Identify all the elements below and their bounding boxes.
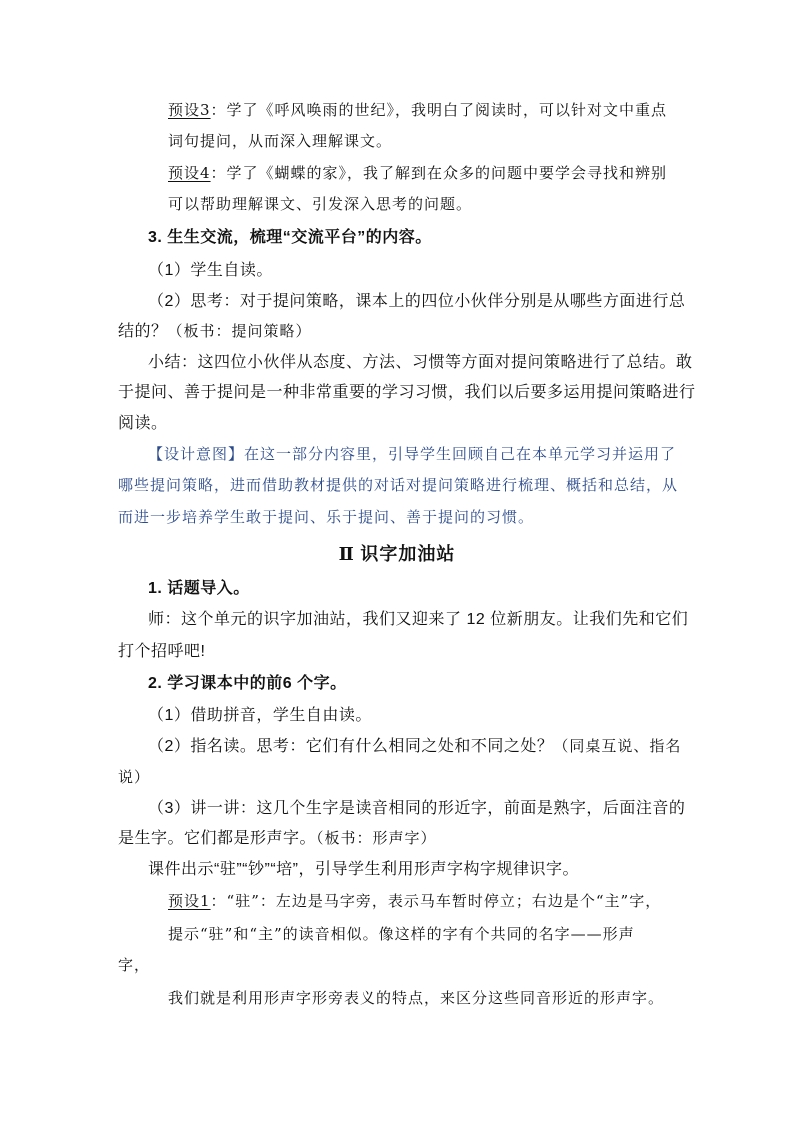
- preset3-line1: [168, 103, 667, 118]
- item2-line2-a: 结的？: [118, 323, 168, 340]
- sub2-line1-a: （2）指名读。思考：它们有什么相同之处和不同之处？: [148, 738, 554, 755]
- sub1-text: （1）借助拼音，学生自由读。: [148, 707, 372, 724]
- design-intent-line1: 【设计意图】在这一部分内容里，引导学生回顾自己在本单元学习并运用了: [148, 445, 677, 463]
- preset1-line3: 字，: [118, 956, 151, 974]
- sub2-line1: [148, 739, 681, 755]
- preset4-text: ：学了《蝴蝶的家》，我了解到在众多的问题中要学会寻找和辨别: [210, 164, 668, 182]
- item2-line2: [118, 324, 312, 340]
- preset1-line1: [168, 894, 661, 909]
- summary-line2: 于提问、善于提问是一种非常重要的学习习惯，我们以后要多运用提问策略进行: [118, 384, 696, 401]
- teacher-line1: 师：这个单元的识字加油站，我们又迎来了 12 位新朋友。让我们先和它们: [148, 611, 689, 628]
- preset4-line1: [168, 166, 667, 181]
- preset3-label: 预设3: [168, 101, 211, 119]
- teacher-line2: 打个招呼吧!: [118, 643, 206, 660]
- step3-heading: 3. 生生交流，梳理“交流平台”的内容。: [148, 229, 432, 246]
- summary-line1: 小结：这四位小伙伴从态度、方法、习惯等方面对提问策略进行了总结。敢: [148, 354, 693, 371]
- preset4-line2: 可以帮助理解课文、引发深入思考的问题。: [168, 195, 473, 213]
- preset3-text: ：学了《呼风唤雨的世纪》，我明白了阅读时，可以针对文中重点: [210, 101, 668, 119]
- section-title: Ⅱ 识字加油站: [338, 544, 456, 564]
- item1-text: （1）学生自读。: [148, 262, 273, 279]
- sub2-line2: 说）: [118, 768, 151, 786]
- design-intent-line3: 而进一步培养学生敢于提问、乐于提问、善于提问的习惯。: [118, 508, 535, 526]
- sub2-note: （同桌互说、指名: [553, 737, 682, 755]
- design-intent-line2: 哪些提问策略，进而借助教材提供的对话对提问策略进行梳理、概括和总结，从: [118, 476, 679, 494]
- blackboard-note-2: （板书：形声字）: [316, 829, 437, 847]
- summary-line3: 阅读。: [118, 415, 168, 432]
- preset4-label: 预设4: [168, 164, 211, 182]
- preset3-line2: 词句提问，从而深入理解课文。: [168, 132, 393, 150]
- courseware-text: 课件出示“驻”“钞”“培”，引导学生利用形声字构字规律识字。: [148, 861, 579, 878]
- blackboard-note-1: （板书：提问策略）: [167, 322, 312, 340]
- preset1-line4: 我们就是利用形声字形旁表义的特点，来区分这些同音形近的形声字。: [168, 989, 665, 1007]
- sub3-line1: （3）讲一讲：这几个生字是读音相同的形近字，前面是熟字，后面注音的: [148, 800, 686, 817]
- preset1-label: 预设1: [168, 892, 211, 910]
- step2-heading: 2. 学习课本中的前6 个字。: [148, 675, 347, 692]
- item2-line1: （2）思考：对于提问策略，课本上的四位小伙伴分别是从哪些方面进行总: [148, 293, 686, 310]
- sub3-line2-a: 是生字。它们都是形声字。: [118, 830, 317, 847]
- sub3-line2: [118, 831, 437, 847]
- step1-heading: 1. 话题导入。: [148, 580, 250, 597]
- preset1-line2: 提示“驻”和“主”的读音相似。像这样的字有个共同的名字——形声: [168, 925, 635, 943]
- preset1-text: ：“驻”：左边是马字旁，表示马车暂时停立；右边是个“主”字，: [210, 892, 662, 910]
